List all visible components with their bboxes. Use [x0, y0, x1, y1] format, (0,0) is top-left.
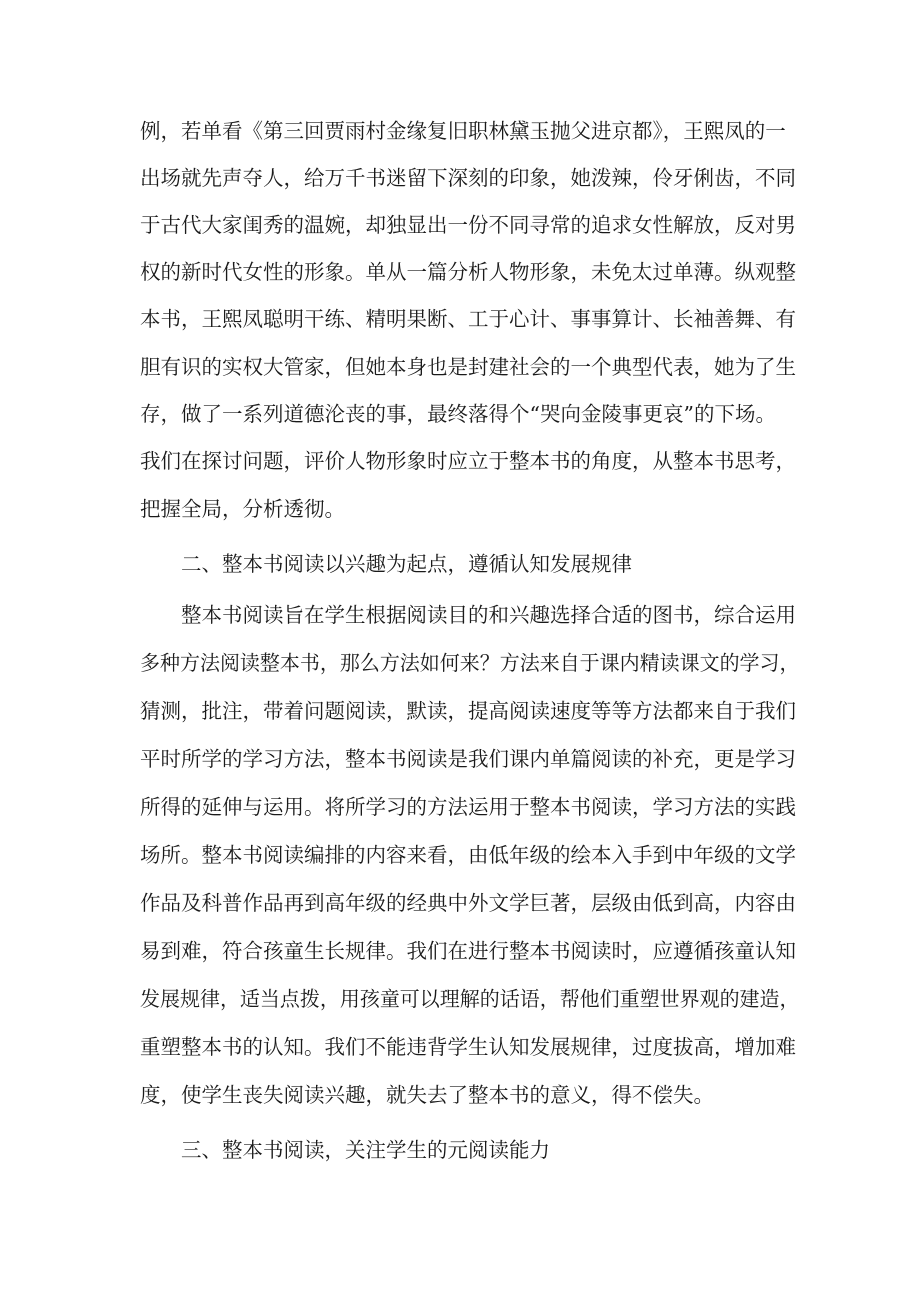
paragraph-line: 作品及科普作品再到高年级的经典中外文学巨著，层级由低到高，内容由: [140, 891, 796, 915]
paragraph-line: 胆有识的实权大管家，但她本身也是封建社会的一个典型代表，她为了生: [140, 355, 796, 379]
paragraph-line: 度，使学生丧失阅读兴趣，就失去了整本书的意义，得不偿失。: [140, 1083, 714, 1107]
paragraph-line: 例，若单看《第三回贾雨村金缘复旧职林黛玉抛父进京都》，王熙凤的一: [140, 119, 786, 143]
paragraph-line: 猜测，批注，带着问题阅读，默读，提高阅读速度等等方法都来自于我们: [140, 699, 796, 723]
paragraph-line: 易到难，符合孩童生长规律。我们在进行整本书阅读时，应遵循孩童认知: [140, 939, 796, 963]
paragraph-line: 重塑整本书的认知。我们不能违背学生认知发展规律，过度拔高，增加难: [140, 1035, 796, 1059]
paragraph-line: 整本书阅读旨在学生根据阅读目的和兴趣选择合适的图书，综合运用: [181, 603, 796, 627]
paragraph-line: 把握全局，分析透彻。: [140, 497, 345, 521]
paragraph-line: 权的新时代女性的形象。单从一篇分析人物形象，未免太过单薄。纵观整: [140, 260, 796, 284]
section-heading: 三、整本书阅读，关注学生的元阅读能力: [181, 1138, 550, 1162]
paragraph-line: 多种方法阅读整本书，那么方法如何来？方法来自于课内精读课文的学习，: [140, 651, 800, 675]
section-heading: 二、整本书阅读以兴趣为起点，遵循认知发展规律: [181, 552, 632, 576]
paragraph-line: 存，做了一系列道德沦丧的事，最终落得个“哭向金陵事更哀”的下场。: [140, 402, 776, 426]
paragraph-line: 所得的延伸与运用。将所学习的方法运用于整本书阅读，学习方法的实践: [140, 795, 796, 819]
paragraph-line: 出场就先声夺人，给万千书迷留下深刻的印象，她泼辣，伶牙俐齿，不同: [140, 166, 796, 190]
paragraph-line: 我们在探讨问题，评价人物形象时应立于整本书的角度，从整本书思考，: [140, 449, 796, 473]
paragraph-line: 平时所学的学习方法，整本书阅读是我们课内单篇阅读的补充，更是学习: [140, 747, 796, 771]
paragraph-line: 本书，王熙凤聪明干练、精明果断、工于心计、事事算计、长袖善舞、有: [140, 307, 796, 331]
paragraph-line: 发展规律，适当点拨，用孩童可以理解的话语，帮他们重塑世界观的建造，: [140, 987, 800, 1011]
paragraph-line: 场所。整本书阅读编排的内容来看，由低年级的绘本入手到中年级的文学: [140, 843, 796, 867]
paragraph-line: 于古代大家闺秀的温婉，却独显出一份不同寻常的追求女性解放，反对男: [140, 213, 796, 237]
